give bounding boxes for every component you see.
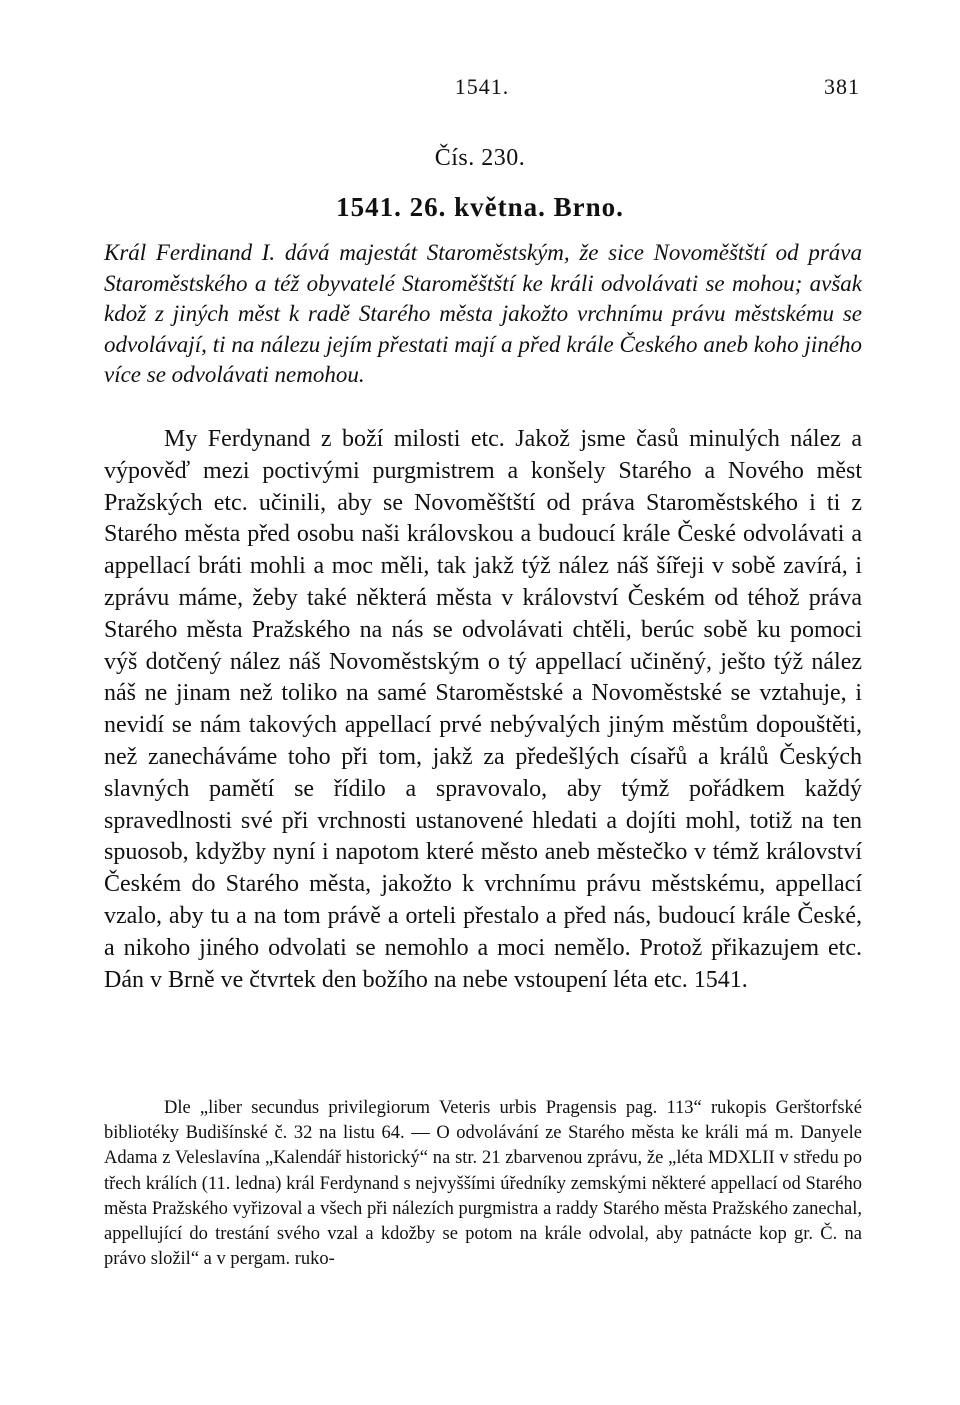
page-number: 381	[824, 74, 860, 99]
page-header	[104, 74, 860, 106]
document-date-place: 1541. 26. května. Brno.	[336, 192, 624, 222]
running-head-year: 1541.	[454, 74, 510, 99]
document-body-text: My Ferdynand z boží milosti etc. Jakož jsme časů minulých nález a výpověď mezi poctivými purgmistrem a konšely Starého a Nového měst Pražských etc. učinili, aby se Novoměštští od práva Staroměstského i ti z Starého města před osobu naši královskou a budoucí krále České odvolávati a appellací bráti mohli a moc měli, tak jakž týž nález náš šířeji v sobě zavírá, i zprávu máme, žeby také některá města v království Českém od téhož práva Starého města Pražského na nás se odvolávati chtěli, berúc sobě ku pomoci výš dotčený nález náš Novoměstským o tý appellací učiněný, ješto týž nález náš ne jinam než toliko na samé Staroměstské a Novoměstské se vztahuje, i nevidí se nám takových appellací prvé nebývalých jiným městům dopouštěti, než zanecháváme toho při tom, jakž za předešlých císařů a králů Českých slavných pamětí se řídilo a spravovalo, aby týmž pořádkem každý spravedlnosti své při vrchnosti ustanovené hledati a dojíti mohl, totiž na ten spuosob, kdyžby nyní i napotom které město aneb městečko v témž království Českém do Starého města, jakožto k vrchnímu právu městskému, appellací vzalo, aby tu a na tom právě a orteli přestalo a před nás, budoucí krále České, a nikoho jiného odvolati se nemohlo a moci nemělo. Protož přikazujem etc. Dán v Brně ve čtvrtek den božího na nebe vstoupení léta etc. 1541.	[104, 426, 862, 993]
document-regest: Král Ferdinand I. dává majestát Staroměstským, že sice Novoměštští od práva Staroměstského a též obyvatelé Staroměštští ke králi odvolávati se mohou; avšak kdož z jiných měst k radě Starého města jakožto vrchnímu právu městskému se odvolávají, ti na nálezu jejím přestati mají a před krále Českého aneb koho jiného více se odvolávati nemohou.	[104, 240, 862, 387]
source-footnote: Dle „liber secundus privilegiorum Veteris urbis Pragensis pag. 113“ rukopis Gerštorfské bibliotéky Budišínské č. 32 na listu 64. — O odvolávání ze Starého města ke králi má m. Danyele Adama z Veleslavína „Kalendář historický“ na str. 21 zbarvenou zprávu, že „léta MDXLII v středu po třech králích (11. ledna) král Ferdynand s nejvyššími úředníky zemskými některé appellací od Starého města Pražského vyřizoval a všech při nálezích purgmistra a raddy Starého města Pražského zanechal, appellující do trestání svého vzal a kdožby se potom na krále odvolal, aby patnácte kop gr. Č. na právo složil“ a v pergam. ruko-	[104, 1098, 862, 1270]
document-number: Čís. 230.	[434, 145, 526, 171]
